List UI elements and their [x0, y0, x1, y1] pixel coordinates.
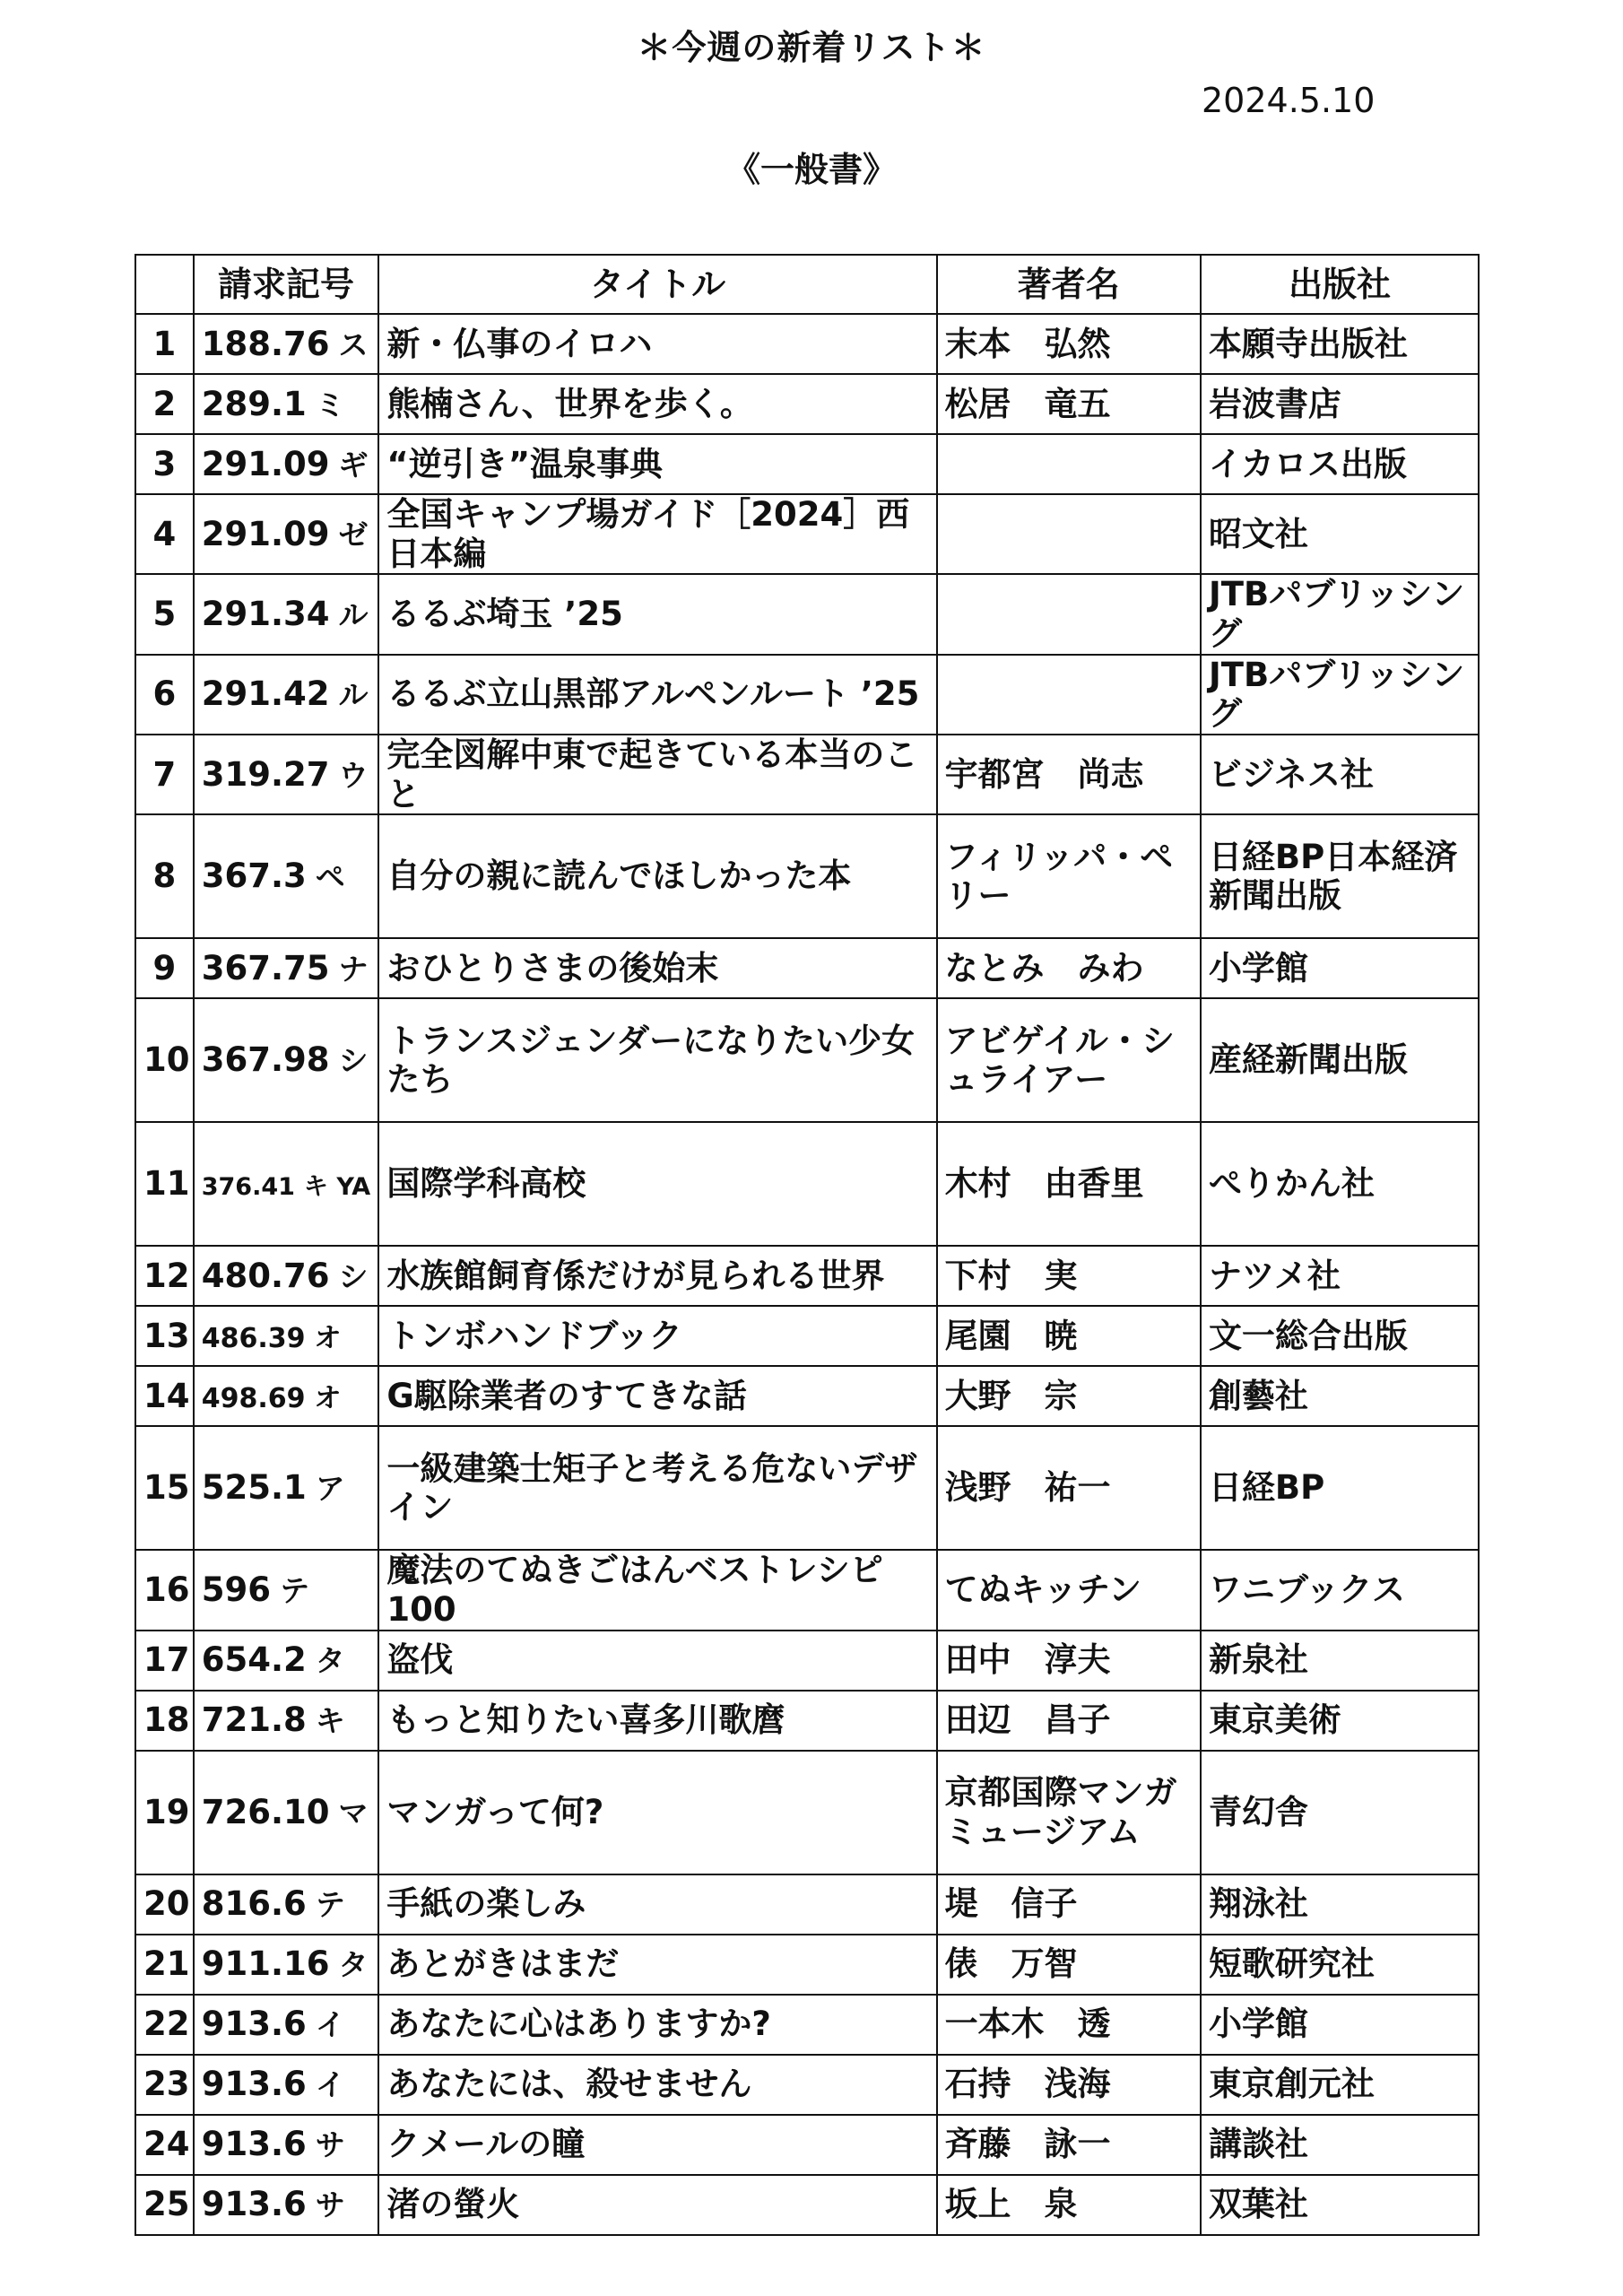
- book-author: 末本 弘然: [937, 314, 1201, 374]
- call-number-cell: [194, 2055, 379, 2115]
- book-publisher: JTBパブリッシング: [1201, 574, 1479, 654]
- book-author: アビゲイル・シュライアー: [937, 998, 1201, 1122]
- table-row: [135, 1122, 1479, 1246]
- book-title: トランスジェンダーになりたい少女たち: [378, 998, 936, 1122]
- table-row: [135, 938, 1479, 998]
- table-row: [135, 2175, 1479, 2235]
- call-number-cell: [194, 1306, 379, 1366]
- book-author: 堤 信子: [937, 1874, 1201, 1935]
- call-mark: タ: [315, 1643, 345, 1679]
- row-number: 2: [135, 374, 194, 434]
- book-author: [937, 655, 1201, 735]
- call-number-cell: [194, 998, 379, 1122]
- row-number: 21: [135, 1935, 194, 1995]
- call-mark: ウ: [338, 757, 369, 793]
- call-mark: ミ: [315, 387, 345, 422]
- call-mark: ア: [315, 1471, 345, 1507]
- call-mark: ル: [338, 677, 369, 713]
- row-number: 7: [135, 735, 194, 814]
- row-number: 22: [135, 1995, 194, 2055]
- call-mark: サ: [315, 2187, 345, 2223]
- row-number: 19: [135, 1751, 194, 1874]
- table-header-row: [135, 255, 1479, 314]
- book-title: “逆引き”温泉事典: [378, 434, 936, 494]
- row-number: 1: [135, 314, 194, 374]
- book-publisher: 日経BP: [1201, 1426, 1479, 1550]
- book-author: 浅野 祐一: [937, 1426, 1201, 1550]
- book-title: クメールの瞳: [378, 2115, 936, 2175]
- book-author: [937, 494, 1201, 574]
- column-header-publisher: 出版社: [1201, 255, 1479, 314]
- row-number: 16: [135, 1550, 194, 1630]
- book-author: [937, 434, 1201, 494]
- table-body: [135, 314, 1479, 2235]
- call-number: 480.76: [201, 1256, 330, 1295]
- book-publisher: 東京美術: [1201, 1691, 1479, 1751]
- book-title: あなたに心はありますか?: [378, 1995, 936, 2055]
- book-publisher: 本願寺出版社: [1201, 314, 1479, 374]
- call-number: 913.6: [201, 2125, 307, 2164]
- call-mark: オ: [314, 1322, 342, 1354]
- call-number: 726.10: [201, 1792, 330, 1831]
- book-title: 全国キャンプ場ガイド［2024］西日本編: [378, 494, 936, 574]
- book-author: 京都国際マンガミュージアム: [937, 1751, 1201, 1874]
- row-number: 11: [135, 1122, 194, 1246]
- call-number-cell: [194, 434, 379, 494]
- row-number: 5: [135, 574, 194, 654]
- book-author: 田辺 昌子: [937, 1691, 1201, 1751]
- call-number: 525.1: [201, 1468, 307, 1508]
- book-publisher: 翔泳社: [1201, 1874, 1479, 1935]
- call-mark: シ: [338, 1043, 369, 1079]
- table-row: [135, 1691, 1479, 1751]
- book-author: 石持 浅海: [937, 2055, 1201, 2115]
- call-number-cell: [194, 574, 379, 654]
- table-row: [135, 814, 1479, 938]
- list-date: 2024.5.10: [1202, 81, 1376, 120]
- book-title: 熊楠さん、世界を歩く。: [378, 374, 936, 434]
- call-number: 721.8: [201, 1700, 307, 1740]
- table-row: [135, 1995, 1479, 2055]
- book-title: 自分の親に読んでほしかった本: [378, 814, 936, 938]
- call-number: 291.34: [201, 595, 330, 634]
- call-number: 367.75: [201, 948, 330, 987]
- book-title: マンガって何?: [378, 1751, 936, 1874]
- table-row: [135, 374, 1479, 434]
- book-author: なとみ みわ: [937, 938, 1201, 998]
- book-title: G駆除業者のすてきな話: [378, 1366, 936, 1426]
- column-header-call-number: 請求記号: [194, 255, 379, 314]
- row-number: 18: [135, 1691, 194, 1751]
- book-publisher: ワニブックス: [1201, 1550, 1479, 1630]
- book-author: 宇都宮 尚志: [937, 735, 1201, 814]
- section-title: 《一般書》: [725, 150, 897, 189]
- call-mark: イ: [315, 2067, 345, 2103]
- call-mark: マ: [338, 1795, 369, 1831]
- book-publisher: 青幻舎: [1201, 1751, 1479, 1874]
- book-title: 渚の螢火: [378, 2175, 936, 2235]
- call-mark: ペ: [315, 859, 345, 895]
- row-number: 14: [135, 1366, 194, 1426]
- call-number: 289.1: [201, 384, 307, 423]
- call-mark: テ: [279, 1573, 309, 1609]
- book-publisher: 東京創元社: [1201, 2055, 1479, 2115]
- page-title: ＊今週の新着リスト＊: [637, 28, 986, 67]
- book-title: 手紙の楽しみ: [378, 1874, 936, 1935]
- row-number: 23: [135, 2055, 194, 2115]
- book-publisher: イカロス出版: [1201, 434, 1479, 494]
- table-row: [135, 1550, 1479, 1630]
- call-number-cell: [194, 1246, 379, 1306]
- table-row: [135, 1935, 1479, 1995]
- table-row: [135, 1751, 1479, 1874]
- book-title: るるぶ立山黒部アルペンルート ’25: [378, 655, 936, 735]
- row-number: 17: [135, 1631, 194, 1691]
- call-number: 596: [201, 1570, 271, 1610]
- book-title: もっと知りたい喜多川歌麿: [378, 1691, 936, 1751]
- call-number-cell: [194, 814, 379, 938]
- table-row: [135, 1631, 1479, 1691]
- call-mark: キ YA: [303, 1173, 371, 1202]
- row-number: 12: [135, 1246, 194, 1306]
- table-row: [135, 1426, 1479, 1550]
- row-number: 3: [135, 434, 194, 494]
- table-row: [135, 494, 1479, 574]
- book-title: あなたには、殺せません: [378, 2055, 936, 2115]
- row-number: 9: [135, 938, 194, 998]
- book-title: 一級建築士矩子と考える危ないデザイン: [378, 1426, 936, 1550]
- call-number: 654.2: [201, 1640, 307, 1680]
- table-row: [135, 1366, 1479, 1426]
- call-number-cell: [194, 1691, 379, 1751]
- book-publisher: 昭文社: [1201, 494, 1479, 574]
- book-publisher: ナツメ社: [1201, 1246, 1479, 1306]
- book-publisher: 小学館: [1201, 938, 1479, 998]
- book-author: 俵 万智: [937, 1935, 1201, 1995]
- call-number: 376.41: [201, 1173, 295, 1202]
- call-number-cell: [194, 1426, 379, 1550]
- book-title: 水族館飼育係だけが見られる世界: [378, 1246, 936, 1306]
- call-mark: ギ: [338, 447, 369, 483]
- book-author: フィリッパ・ペリー: [937, 814, 1201, 938]
- call-number: 188.76: [201, 324, 330, 363]
- call-number: 498.69: [201, 1382, 306, 1414]
- book-publisher: 新泉社: [1201, 1631, 1479, 1691]
- call-mark: ス: [338, 326, 369, 362]
- row-number: 25: [135, 2175, 194, 2235]
- call-mark: オ: [314, 1382, 342, 1414]
- book-author: [937, 574, 1201, 654]
- book-title: トンボハンドブック: [378, 1306, 936, 1366]
- call-mark: シ: [338, 1258, 369, 1294]
- book-publisher: 双葉社: [1201, 2175, 1479, 2235]
- new-arrivals-table: [135, 254, 1480, 2236]
- book-author: 田中 淳夫: [937, 1631, 1201, 1691]
- row-number: 4: [135, 494, 194, 574]
- table-row: [135, 434, 1479, 494]
- call-number: 291.42: [201, 674, 330, 714]
- book-title: 完全図解中東で起きている本当のこと: [378, 735, 936, 814]
- call-number: 816.6: [201, 1884, 307, 1924]
- book-publisher: 文一総合出版: [1201, 1306, 1479, 1366]
- book-title: 国際学科高校: [378, 1122, 936, 1246]
- book-author: 坂上 泉: [937, 2175, 1201, 2235]
- call-mark: ゼ: [338, 517, 369, 552]
- table-row: [135, 998, 1479, 1122]
- call-mark: サ: [315, 2127, 345, 2163]
- call-number: 913.6: [201, 2065, 307, 2104]
- column-header-title: タイトル: [378, 255, 936, 314]
- book-author: 大野 宗: [937, 1366, 1201, 1426]
- call-number: 291.09: [201, 444, 330, 483]
- call-number: 291.09: [201, 514, 330, 553]
- call-mark: イ: [315, 2007, 345, 2043]
- call-number: 913.6: [201, 2005, 307, 2044]
- call-number-cell: [194, 2175, 379, 2235]
- call-number: 367.98: [201, 1040, 330, 1080]
- book-publisher: ぺりかん社: [1201, 1122, 1479, 1246]
- call-number-cell: [194, 1550, 379, 1630]
- book-publisher: 短歌研究社: [1201, 1935, 1479, 1995]
- call-number: 486.39: [201, 1322, 306, 1354]
- book-author: 松居 竜五: [937, 374, 1201, 434]
- call-number-cell: [194, 374, 379, 434]
- book-publisher: 講談社: [1201, 2115, 1479, 2175]
- book-author: 木村 由香里: [937, 1122, 1201, 1246]
- table-row: [135, 1874, 1479, 1935]
- book-title: おひとりさまの後始末: [378, 938, 936, 998]
- book-publisher: JTBパブリッシング: [1201, 655, 1479, 735]
- call-number-cell: [194, 1935, 379, 1995]
- book-title: るるぶ埼玉 ’25: [378, 574, 936, 654]
- call-number-cell: [194, 938, 379, 998]
- book-publisher: 日経BP日本経済新聞出版: [1201, 814, 1479, 938]
- call-number-cell: [194, 1122, 379, 1246]
- book-publisher: 岩波書店: [1201, 374, 1479, 434]
- book-author: 尾園 暁: [937, 1306, 1201, 1366]
- book-publisher: 産経新聞出版: [1201, 998, 1479, 1122]
- book-title: 盗伐: [378, 1631, 936, 1691]
- table-row: [135, 1246, 1479, 1306]
- call-number-cell: [194, 1995, 379, 2055]
- call-mark: キ: [315, 1703, 345, 1739]
- column-header-author: 著者名: [937, 255, 1201, 314]
- row-number: 8: [135, 814, 194, 938]
- table-row: [135, 1306, 1479, 1366]
- row-number: 10: [135, 998, 194, 1122]
- column-header-number: [135, 255, 194, 314]
- call-number: 367.3: [201, 857, 307, 896]
- call-number: 913.6: [201, 2185, 307, 2224]
- book-publisher: 創藝社: [1201, 1366, 1479, 1426]
- call-mark: ル: [338, 597, 369, 633]
- row-number: 13: [135, 1306, 194, 1366]
- book-publisher: ビジネス社: [1201, 735, 1479, 814]
- table-row: [135, 574, 1479, 654]
- book-author: 一本木 透: [937, 1995, 1201, 2055]
- book-title: あとがきはまだ: [378, 1935, 936, 1995]
- call-number-cell: [194, 494, 379, 574]
- call-mark: ナ: [338, 951, 369, 987]
- row-number: 6: [135, 655, 194, 735]
- table-row: [135, 655, 1479, 735]
- call-number-cell: [194, 314, 379, 374]
- row-number: 20: [135, 1874, 194, 1935]
- table-row: [135, 2055, 1479, 2115]
- call-number-cell: [194, 1631, 379, 1691]
- call-number-cell: [194, 655, 379, 735]
- call-mark: タ: [338, 1947, 369, 1983]
- call-number-cell: [194, 2115, 379, 2175]
- book-title: 魔法のてぬきごはんベストレシピ100: [378, 1550, 936, 1630]
- row-number: 24: [135, 2115, 194, 2175]
- book-author: 斉藤 詠一: [937, 2115, 1201, 2175]
- book-author: てぬキッチン: [937, 1550, 1201, 1630]
- book-title: 新・仏事のイロハ: [378, 314, 936, 374]
- book-author: 下村 実: [937, 1246, 1201, 1306]
- table-row: [135, 735, 1479, 814]
- call-number-cell: [194, 735, 379, 814]
- call-number-cell: [194, 1751, 379, 1874]
- call-number: 911.16: [201, 1944, 330, 1984]
- call-number: 319.27: [201, 754, 330, 794]
- row-number: 15: [135, 1426, 194, 1550]
- call-mark: テ: [315, 1887, 345, 1923]
- call-number-cell: [194, 1366, 379, 1426]
- table-row: [135, 314, 1479, 374]
- table-row: [135, 2115, 1479, 2175]
- book-publisher: 小学館: [1201, 1995, 1479, 2055]
- call-number-cell: [194, 1874, 379, 1935]
